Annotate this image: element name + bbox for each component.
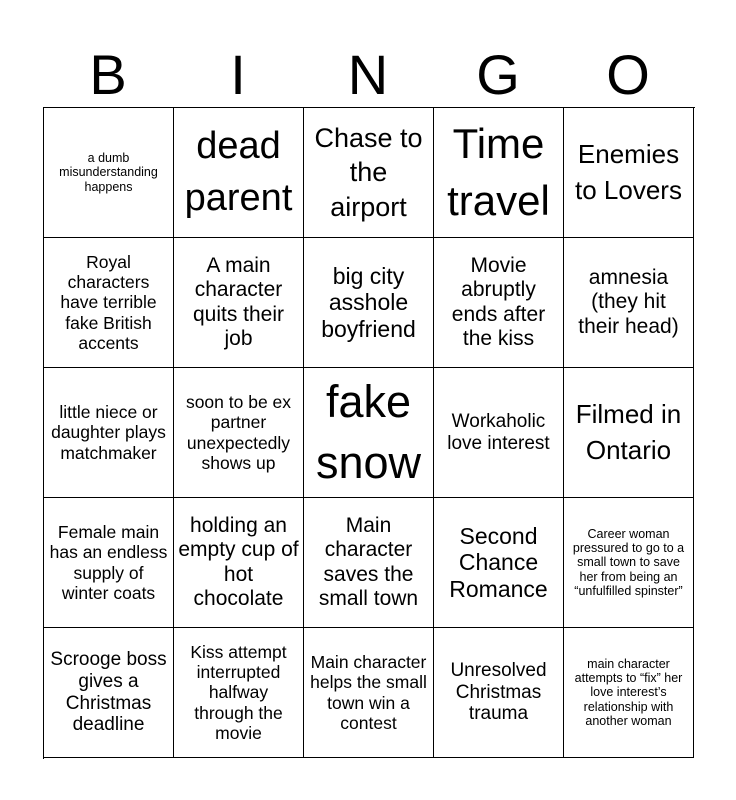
bingo-grid xyxy=(43,107,695,759)
bingo-cell[interactable]: holding an empty cup of hot chocolate xyxy=(174,498,304,628)
bingo-cell[interactable]: Second Chance Romance xyxy=(434,498,564,628)
bingo-cell[interactable]: Female main has an endless supply of winter coats xyxy=(44,498,174,628)
bingo-cell[interactable]: main character attempts to “fix” her love interest’s relationship with another woman xyxy=(564,628,694,758)
bingo-cell[interactable]: A main character quits their job xyxy=(174,238,304,368)
bingo-cell[interactable]: Unresolved Christmas trauma xyxy=(434,628,564,758)
bingo-cell[interactable]: Main character saves the small town xyxy=(304,498,434,628)
bingo-cell[interactable]: fake snow xyxy=(304,368,434,498)
bingo-cell[interactable]: dead parent xyxy=(174,108,304,238)
bingo-header xyxy=(43,44,693,106)
header-letter-o: O xyxy=(606,43,650,106)
bingo-cell[interactable]: big city asshole boyfriend xyxy=(304,238,434,368)
bingo-cell[interactable]: Main character helps the small town win a contest xyxy=(304,628,434,758)
header-letter-n: N xyxy=(347,43,389,106)
bingo-cell[interactable]: Time travel xyxy=(434,108,564,238)
bingo-cell[interactable]: little niece or daughter plays matchmaker xyxy=(44,368,174,498)
bingo-cell[interactable]: Career woman pressured to go to a small town to save her from being an “unfulfilled spinster” xyxy=(564,498,694,628)
bingo-cell[interactable]: Chase to the airport xyxy=(304,108,434,238)
bingo-cell[interactable]: soon to be ex partner unexpectedly shows up xyxy=(174,368,304,498)
header-letter-g: G xyxy=(476,43,520,106)
bingo-cell[interactable]: Filmed in Ontario xyxy=(564,368,694,498)
bingo-cell[interactable]: Workaholic love interest xyxy=(434,368,564,498)
bingo-cell[interactable]: Royal characters have terrible fake British accents xyxy=(44,238,174,368)
header-letter-b: B xyxy=(89,43,127,106)
header-letter-i: I xyxy=(230,43,246,106)
bingo-cell[interactable]: amnesia (they hit their head) xyxy=(564,238,694,368)
bingo-cell[interactable]: Movie abruptly ends after the kiss xyxy=(434,238,564,368)
bingo-cell[interactable]: Kiss attempt interrupted halfway through the movie xyxy=(174,628,304,758)
bingo-cell[interactable]: Scrooge boss gives a Christmas deadline xyxy=(44,628,174,758)
bingo-cell[interactable]: a dumb misunderstanding happens xyxy=(44,108,174,238)
bingo-cell[interactable]: Enemies to Lovers xyxy=(564,108,694,238)
